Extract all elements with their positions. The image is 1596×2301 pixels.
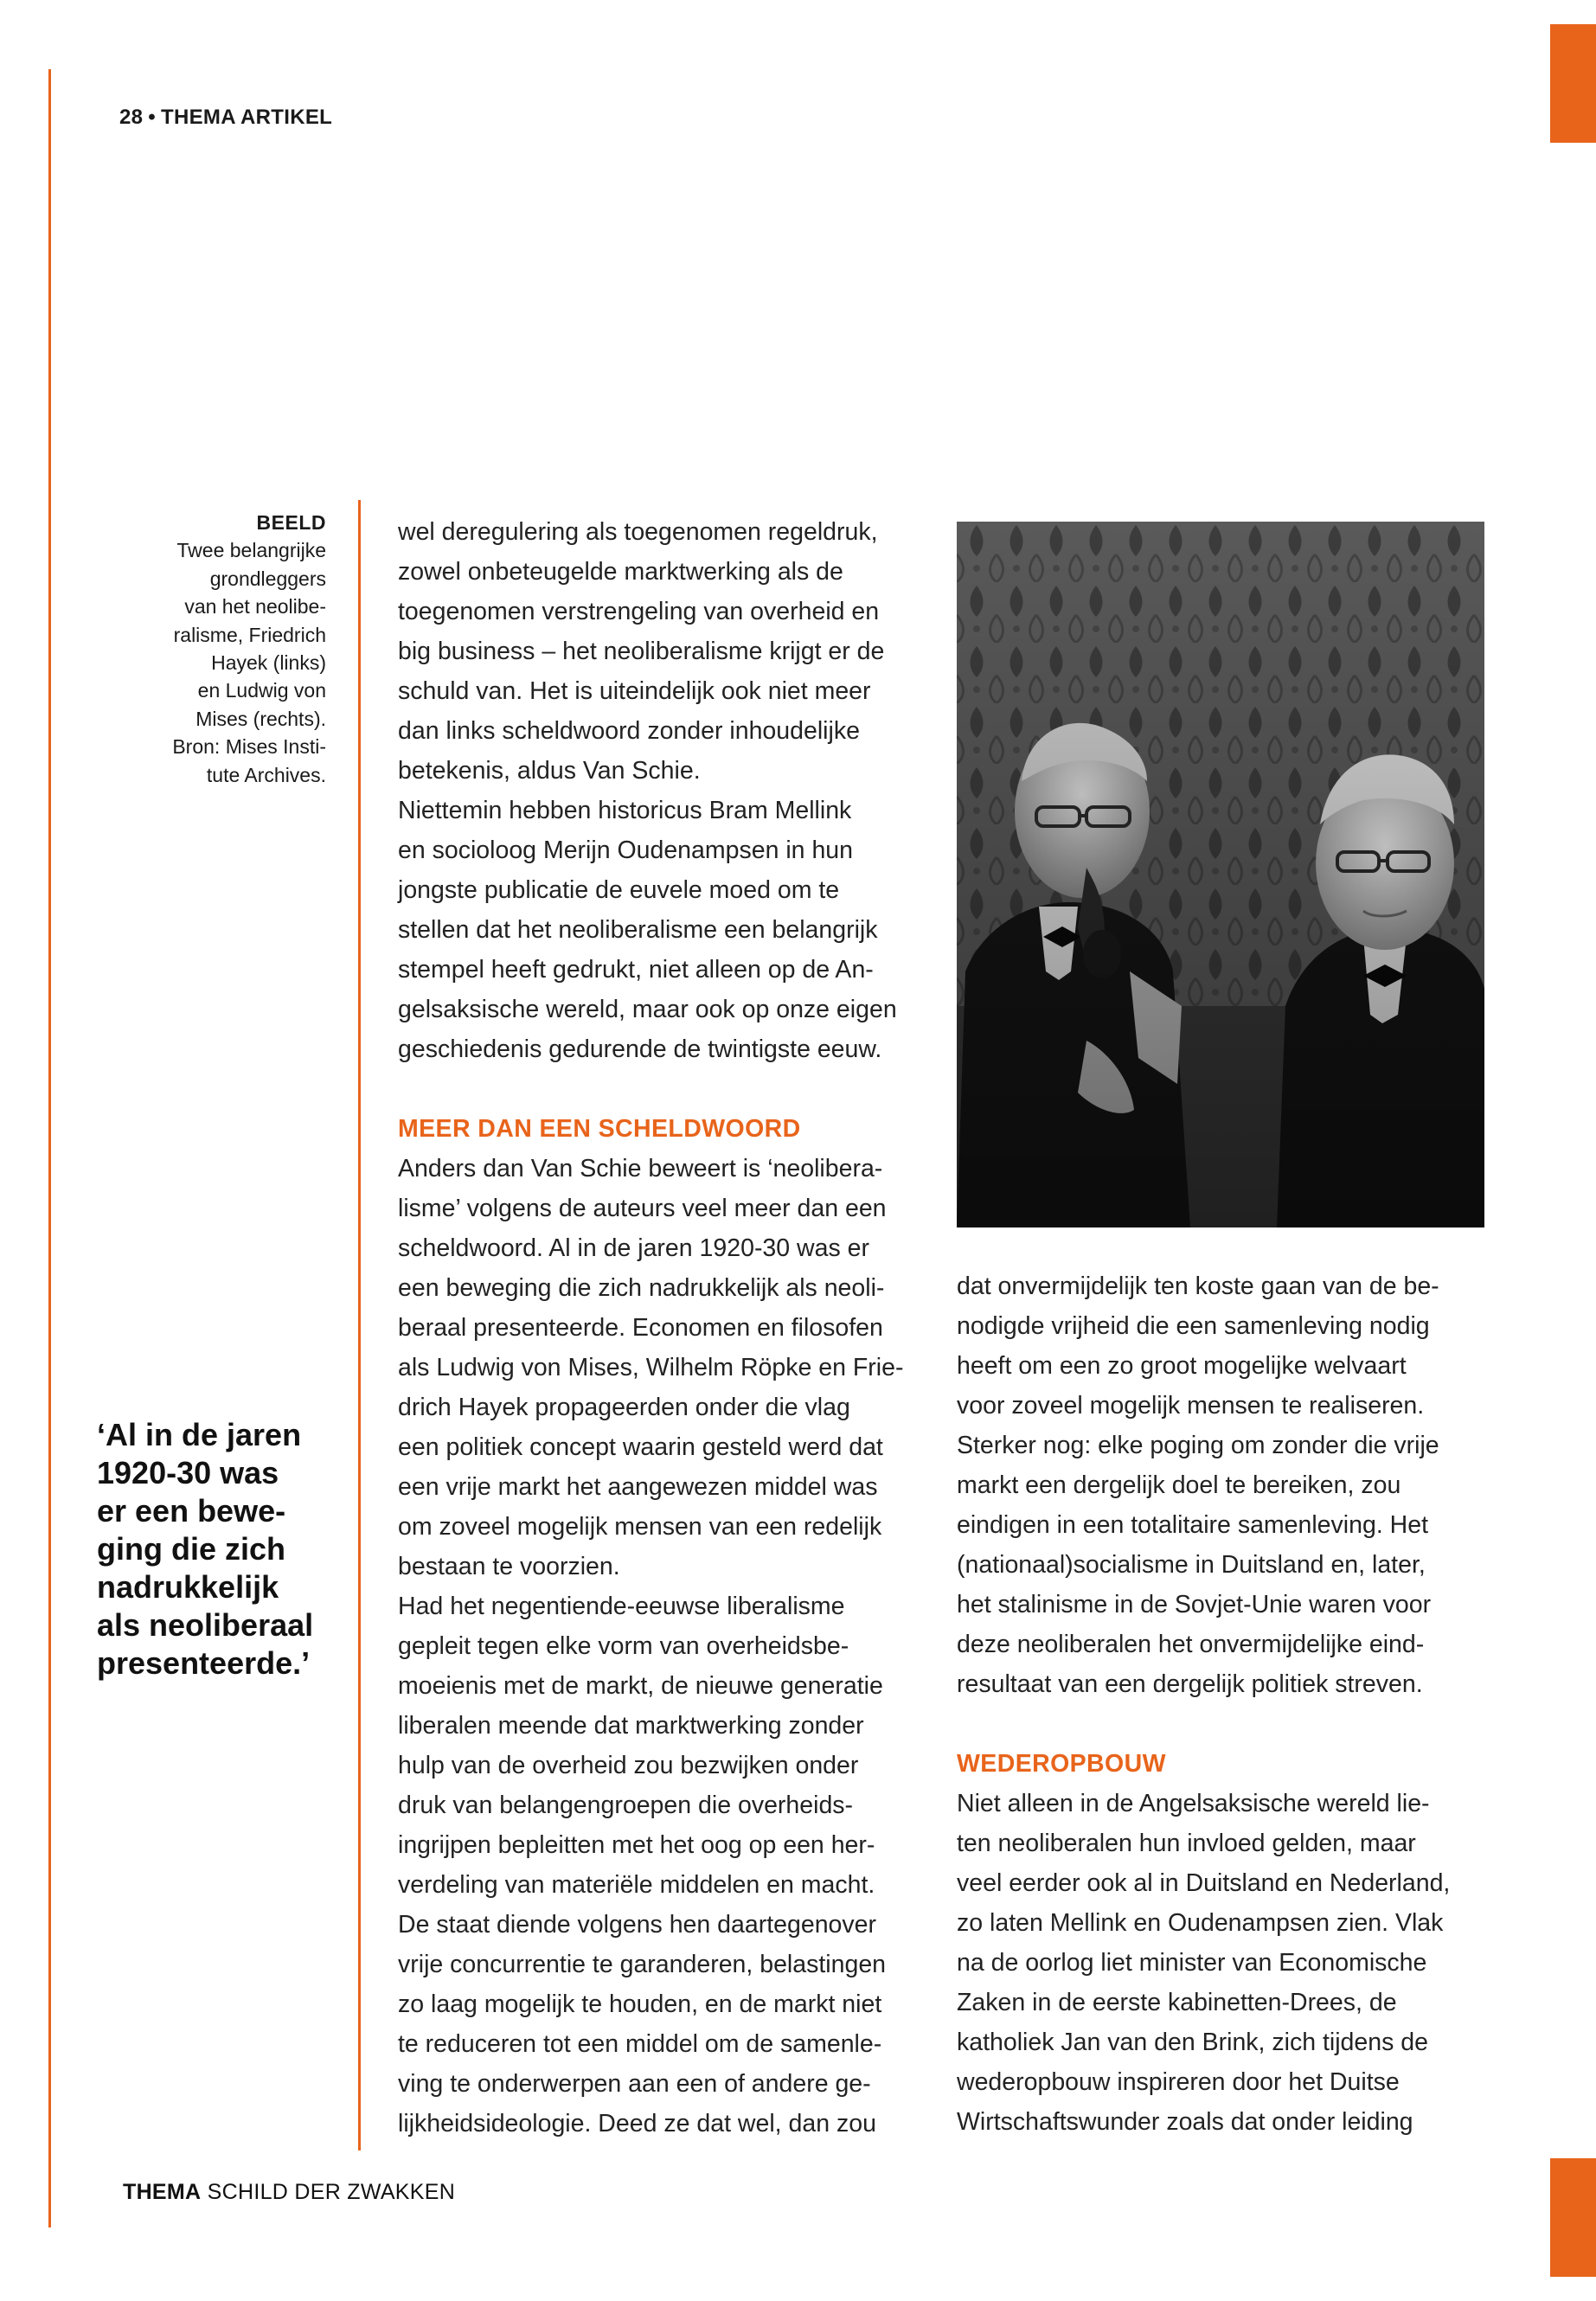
running-head bbox=[119, 106, 332, 130]
text-line: verdeling van materiële middelen en macht. bbox=[398, 1871, 875, 1899]
text-line: resultaat van een dergelijk politiek streven. bbox=[957, 1670, 1423, 1698]
text-line: vrije concurrentie te garanderen, belastingen bbox=[398, 1951, 887, 1978]
caption-line: ralisme, Friedrich bbox=[173, 623, 326, 646]
text-line: Wirtschaftswunder zoals dat onder leiding bbox=[957, 2108, 1413, 2136]
text-line: een beweging die zich nadrukkelijk als neoli- bbox=[398, 1274, 885, 1302]
body-column-1 bbox=[398, 512, 919, 2144]
text-line: markt een dergelijk doel te bereiken, zou bbox=[957, 1471, 1401, 1499]
paragraph bbox=[957, 1784, 1477, 2142]
text-line: Niettemin hebben historicus Bram Mellink bbox=[398, 797, 852, 824]
text-line: De staat diende volgens hen daartegenover bbox=[398, 1911, 876, 1939]
text-line: eindigen in een totalitaire samenleving. Het bbox=[957, 1511, 1429, 1539]
text-line: liberalen meende dat marktwerking zonder bbox=[398, 1712, 864, 1740]
caption-line: Hayek (links) bbox=[211, 651, 326, 675]
text-line: gelsaksische wereld, maar ook op onze eigen bbox=[398, 996, 897, 1023]
body-column-2 bbox=[957, 1266, 1477, 2142]
pull-quote-line: ging die zich bbox=[97, 1531, 286, 1567]
text-line: het stalinisme in de Sovjet-Unie waren voor bbox=[957, 1591, 1432, 1618]
caption-line: en Ludwig von bbox=[197, 679, 326, 702]
text-line: een politiek concept waarin gesteld werd dat bbox=[398, 1433, 883, 1461]
text-line: dan links scheldwoord zonder inhoudelijke bbox=[398, 717, 860, 745]
magazine-footer bbox=[123, 2180, 455, 2205]
text-line: Had het negentiende-eeuwse liberalisme bbox=[398, 1593, 845, 1620]
text-line: lisme’ volgens de auteurs veel meer dan een bbox=[398, 1195, 887, 1222]
text-line: ving te onderwerpen aan een of andere ge- bbox=[398, 2070, 871, 2098]
caption-line: van het neolibe- bbox=[184, 595, 326, 619]
text-line: hulp van de overheid zou bezwijken onder bbox=[398, 1752, 859, 1779]
text-line: schuld van. Het is uiteindelijk ook niet meer bbox=[398, 677, 871, 705]
column-orange-rule bbox=[358, 500, 361, 2150]
footer-brand-bold: THEMA bbox=[123, 2180, 202, 2204]
pull-quote-line: nadrukkelijk bbox=[97, 1569, 279, 1605]
caption-line: tute Archives. bbox=[206, 763, 326, 786]
pull-quote-line: ‘Al in de jaren bbox=[97, 1417, 302, 1452]
paragraph bbox=[398, 791, 919, 1069]
caption-line: Twee belangrijke bbox=[176, 539, 326, 562]
text-line: deze neoliberalen het onvermijdelijke eind- bbox=[957, 1631, 1425, 1658]
text-line: wederopbouw inspireren door het Duitse bbox=[957, 2068, 1400, 2096]
text-line: big business – het neoliberalisme krijgt er de bbox=[398, 638, 885, 665]
text-line: Anders dan Van Schie beweert is ‘neolibera- bbox=[398, 1155, 883, 1183]
caption-label: BEELD bbox=[256, 511, 326, 534]
text-line: Zaken in de eerste kabinetten-Drees, de bbox=[957, 1989, 1397, 2016]
paragraph bbox=[398, 1149, 919, 1586]
caption-line: Bron: Mises Insti- bbox=[172, 735, 326, 759]
text-line: zo laten Mellink en Oudenampsen zien. Vlak bbox=[957, 1909, 1444, 1937]
text-line: katholiek Jan van den Brink, zich tijdens de bbox=[957, 2029, 1428, 2056]
paragraph bbox=[957, 1266, 1477, 1704]
text-line: (nationaal)socialisme in Duitsland en, later, bbox=[957, 1551, 1426, 1579]
text-line: nodigde vrijheid die een samenleving nodig bbox=[957, 1312, 1430, 1340]
section-heading: WEDEROPBOUW bbox=[957, 1750, 1166, 1778]
text-line: voor zoveel mogelijk mensen te realiseren. bbox=[957, 1392, 1425, 1420]
text-line: toegenomen verstrengeling van overheid en bbox=[398, 598, 880, 625]
orange-page-tab-top bbox=[1550, 24, 1596, 143]
text-line: zo laag mogelijk te houden, en de markt niet bbox=[398, 1990, 882, 2018]
section-label: THEMA ARTIKEL bbox=[161, 106, 333, 129]
pull-quote-line: presenteerde.’ bbox=[97, 1645, 311, 1681]
photo-hayek-mises-icon bbox=[957, 522, 1484, 1227]
historical-photo bbox=[957, 522, 1484, 1227]
left-orange-rule bbox=[48, 69, 51, 2227]
text-line: wel deregulering als toegenomen regeldruk, bbox=[398, 518, 878, 546]
paragraph bbox=[398, 1586, 919, 2144]
page-number: 28 bbox=[119, 106, 144, 129]
image-caption bbox=[138, 509, 326, 789]
text-line: drich Hayek propageerden onder die vlag bbox=[398, 1394, 850, 1421]
text-line: jongste publicatie de euvele moed om te bbox=[398, 876, 840, 904]
footer-brand-rest: SCHILD DER ZWAKKEN bbox=[201, 2180, 456, 2204]
text-line: stellen dat het neoliberalisme een belangrijk bbox=[398, 916, 878, 944]
text-line: geschiedenis gedurende de twintigste eeuw. bbox=[398, 1035, 882, 1063]
text-line: Niet alleen in de Angelsaksische wereld lie- bbox=[957, 1790, 1430, 1817]
text-line: veel eerder ook al in Duitsland en Nederland, bbox=[957, 1869, 1451, 1897]
text-line: Sterker nog: elke poging om zonder die vrije bbox=[957, 1432, 1439, 1459]
text-line: zowel onbeteugelde marktwerking als de bbox=[398, 558, 843, 586]
text-line: betekenis, aldus Van Schie. bbox=[398, 757, 701, 785]
text-line: en socioloog Merijn Oudenampsen in hun bbox=[398, 836, 853, 864]
text-line: als Ludwig von Mises, Wilhelm Röpke en Frie- bbox=[398, 1354, 904, 1381]
text-line: te reduceren tot een middel om de samenle- bbox=[398, 2030, 882, 2058]
text-line: heeft om een zo groot mogelijke welvaart bbox=[957, 1352, 1407, 1380]
text-line: na de oorlog liet minister van Economische bbox=[957, 1949, 1427, 1977]
text-line: lijkheidsideologie. Deed ze dat wel, dan zou bbox=[398, 2110, 876, 2138]
pull-quote-line: 1920-30 was bbox=[97, 1455, 279, 1490]
text-line: om zoveel mogelijk mensen van een redelijk bbox=[398, 1513, 882, 1541]
text-line: scheldwoord. Al in de jaren 1920-30 was er bbox=[398, 1234, 869, 1262]
paragraph bbox=[398, 512, 919, 791]
text-line: een vrije markt het aangewezen middel was bbox=[398, 1473, 878, 1501]
text-line: ingrijpen bepleitten met het oog op een her- bbox=[398, 1831, 875, 1859]
separator: • bbox=[148, 106, 156, 129]
pull-quote-line: er een bewe- bbox=[97, 1493, 286, 1529]
text-line: bestaan te voorzien. bbox=[398, 1553, 620, 1580]
caption-line: grondleggers bbox=[209, 567, 326, 590]
pull-quote-line: als neoliberaal bbox=[97, 1607, 314, 1643]
pull-quote bbox=[97, 1416, 330, 1682]
text-line: ten neoliberalen hun invloed gelden, maar bbox=[957, 1830, 1416, 1857]
text-line: dat onvermijdelijk ten koste gaan van de be- bbox=[957, 1272, 1439, 1300]
text-line: druk van belangengroepen die overheids- bbox=[398, 1791, 854, 1819]
section-heading: MEER DAN EEN SCHELDWOORD bbox=[398, 1115, 801, 1143]
text-line: moeienis met de markt, de nieuwe generatie bbox=[398, 1672, 883, 1700]
text-line: stempel heeft gedrukt, niet alleen op de An- bbox=[398, 956, 874, 984]
text-line: gepleit tegen elke vorm van overheidsbe- bbox=[398, 1632, 849, 1660]
text-line: beraal presenteerde. Economen en filosofen bbox=[398, 1314, 883, 1342]
caption-line: Mises (rechts). bbox=[195, 707, 326, 730]
orange-page-tab-bottom bbox=[1550, 2158, 1596, 2277]
